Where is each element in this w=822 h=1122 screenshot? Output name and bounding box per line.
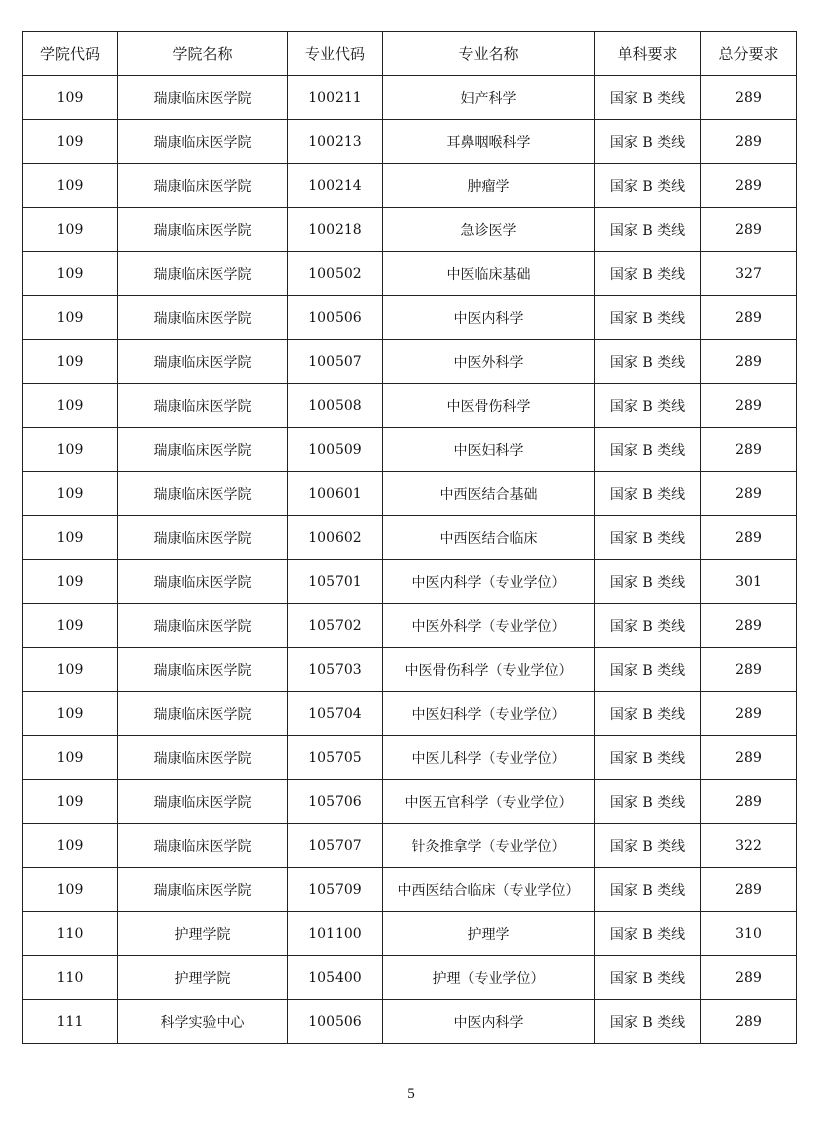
cell-total-score-requirement: 289 — [701, 340, 797, 384]
cell-college-name: 瑞康临床医学院 — [118, 692, 288, 736]
table-row — [23, 472, 797, 516]
table-row — [23, 956, 797, 1000]
cell-single-subject-requirement: 国家 B 类线 — [595, 824, 701, 868]
score-requirements-table — [22, 31, 797, 1044]
cell-major-code: 105400 — [288, 956, 383, 1000]
cell-major-name: 急诊医学 — [383, 208, 595, 252]
header-major-code: 专业代码 — [288, 32, 383, 76]
cell-single-subject-requirement: 国家 B 类线 — [595, 428, 701, 472]
cell-total-score-requirement: 327 — [701, 252, 797, 296]
cell-college-code: 109 — [23, 648, 118, 692]
table-row — [23, 692, 797, 736]
cell-single-subject-requirement: 国家 B 类线 — [595, 1000, 701, 1044]
cell-college-name: 科学实验中心 — [118, 1000, 288, 1044]
cell-major-code: 100507 — [288, 340, 383, 384]
cell-major-code: 105705 — [288, 736, 383, 780]
cell-total-score-requirement: 289 — [701, 692, 797, 736]
table-row — [23, 516, 797, 560]
cell-single-subject-requirement: 国家 B 类线 — [595, 912, 701, 956]
cell-major-code: 105703 — [288, 648, 383, 692]
cell-major-name: 妇产科学 — [383, 76, 595, 120]
cell-college-name: 瑞康临床医学院 — [118, 868, 288, 912]
cell-single-subject-requirement: 国家 B 类线 — [595, 164, 701, 208]
table-row — [23, 736, 797, 780]
cell-college-code: 109 — [23, 692, 118, 736]
header-college-code: 学院代码 — [23, 32, 118, 76]
cell-major-code: 105701 — [288, 560, 383, 604]
cell-major-name: 中医妇科学（专业学位） — [383, 692, 595, 736]
cell-college-name: 瑞康临床医学院 — [118, 736, 288, 780]
cell-college-name: 瑞康临床医学院 — [118, 384, 288, 428]
cell-major-code: 100508 — [288, 384, 383, 428]
cell-major-name: 护理学 — [383, 912, 595, 956]
cell-total-score-requirement: 289 — [701, 604, 797, 648]
cell-total-score-requirement: 289 — [701, 164, 797, 208]
cell-major-name: 中医儿科学（专业学位） — [383, 736, 595, 780]
cell-total-score-requirement: 289 — [701, 956, 797, 1000]
cell-total-score-requirement: 289 — [701, 868, 797, 912]
cell-major-code: 100509 — [288, 428, 383, 472]
cell-college-name: 瑞康临床医学院 — [118, 560, 288, 604]
cell-major-name: 护理（专业学位） — [383, 956, 595, 1000]
cell-total-score-requirement: 289 — [701, 296, 797, 340]
cell-college-code: 109 — [23, 76, 118, 120]
cell-college-name: 瑞康临床医学院 — [118, 824, 288, 868]
cell-college-code: 109 — [23, 428, 118, 472]
header-total-score-requirement: 总分要求 — [701, 32, 797, 76]
cell-major-code: 100502 — [288, 252, 383, 296]
cell-single-subject-requirement: 国家 B 类线 — [595, 604, 701, 648]
cell-total-score-requirement: 301 — [701, 560, 797, 604]
cell-total-score-requirement: 289 — [701, 76, 797, 120]
header-single-subject-requirement: 单科要求 — [595, 32, 701, 76]
cell-college-name: 护理学院 — [118, 956, 288, 1000]
cell-college-name: 瑞康临床医学院 — [118, 340, 288, 384]
cell-major-code: 100213 — [288, 120, 383, 164]
cell-single-subject-requirement: 国家 B 类线 — [595, 736, 701, 780]
cell-college-code: 109 — [23, 780, 118, 824]
cell-total-score-requirement: 310 — [701, 912, 797, 956]
cell-single-subject-requirement: 国家 B 类线 — [595, 384, 701, 428]
cell-college-code: 109 — [23, 736, 118, 780]
cell-college-name: 瑞康临床医学院 — [118, 208, 288, 252]
table-row — [23, 164, 797, 208]
cell-total-score-requirement: 289 — [701, 736, 797, 780]
cell-major-code: 105709 — [288, 868, 383, 912]
cell-single-subject-requirement: 国家 B 类线 — [595, 208, 701, 252]
cell-major-name: 中医骨伤科学 — [383, 384, 595, 428]
cell-single-subject-requirement: 国家 B 类线 — [595, 516, 701, 560]
cell-major-name: 中医五官科学（专业学位） — [383, 780, 595, 824]
cell-major-name: 中医内科学 — [383, 296, 595, 340]
table-row — [23, 296, 797, 340]
cell-college-code: 109 — [23, 164, 118, 208]
cell-major-name: 中西医结合临床 — [383, 516, 595, 560]
cell-major-name: 中医外科学 — [383, 340, 595, 384]
cell-major-name: 中西医结合临床（专业学位） — [383, 868, 595, 912]
table-row — [23, 120, 797, 164]
cell-total-score-requirement: 289 — [701, 120, 797, 164]
cell-college-code: 110 — [23, 912, 118, 956]
cell-college-code: 109 — [23, 604, 118, 648]
cell-college-name: 瑞康临床医学院 — [118, 604, 288, 648]
page-number: 5 — [407, 1086, 415, 1102]
cell-single-subject-requirement: 国家 B 类线 — [595, 560, 701, 604]
cell-college-code: 109 — [23, 120, 118, 164]
cell-major-code: 100218 — [288, 208, 383, 252]
table-row — [23, 1000, 797, 1044]
table-row — [23, 384, 797, 428]
cell-single-subject-requirement: 国家 B 类线 — [595, 648, 701, 692]
table-row — [23, 560, 797, 604]
cell-single-subject-requirement: 国家 B 类线 — [595, 296, 701, 340]
header-major-name: 专业名称 — [383, 32, 595, 76]
cell-college-name: 瑞康临床医学院 — [118, 296, 288, 340]
cell-major-code: 100601 — [288, 472, 383, 516]
cell-college-code: 109 — [23, 384, 118, 428]
cell-college-code: 109 — [23, 252, 118, 296]
table-row — [23, 76, 797, 120]
cell-college-code: 109 — [23, 516, 118, 560]
cell-college-code: 109 — [23, 296, 118, 340]
cell-college-name: 瑞康临床医学院 — [118, 252, 288, 296]
cell-college-name: 瑞康临床医学院 — [118, 648, 288, 692]
cell-college-name: 瑞康临床医学院 — [118, 428, 288, 472]
cell-single-subject-requirement: 国家 B 类线 — [595, 340, 701, 384]
cell-major-code: 105702 — [288, 604, 383, 648]
cell-college-code: 109 — [23, 472, 118, 516]
table-body — [23, 76, 797, 1044]
table-row — [23, 428, 797, 472]
cell-major-code: 105707 — [288, 824, 383, 868]
header-row — [23, 32, 797, 76]
cell-college-name: 护理学院 — [118, 912, 288, 956]
cell-major-name: 中医内科学（专业学位） — [383, 560, 595, 604]
cell-major-name: 中医外科学（专业学位） — [383, 604, 595, 648]
cell-major-code: 105704 — [288, 692, 383, 736]
cell-college-name: 瑞康临床医学院 — [118, 516, 288, 560]
cell-college-name: 瑞康临床医学院 — [118, 164, 288, 208]
cell-college-code: 109 — [23, 824, 118, 868]
cell-major-name: 针灸推拿学（专业学位） — [383, 824, 595, 868]
cell-major-code: 100211 — [288, 76, 383, 120]
cell-major-code: 105706 — [288, 780, 383, 824]
cell-major-name: 中医临床基础 — [383, 252, 595, 296]
cell-major-code: 100506 — [288, 296, 383, 340]
cell-single-subject-requirement: 国家 B 类线 — [595, 120, 701, 164]
table-header — [23, 32, 797, 76]
cell-single-subject-requirement: 国家 B 类线 — [595, 692, 701, 736]
cell-total-score-requirement: 289 — [701, 384, 797, 428]
cell-major-name: 中西医结合基础 — [383, 472, 595, 516]
cell-college-name: 瑞康临床医学院 — [118, 120, 288, 164]
cell-single-subject-requirement: 国家 B 类线 — [595, 252, 701, 296]
cell-major-name: 中医内科学 — [383, 1000, 595, 1044]
cell-major-code: 100602 — [288, 516, 383, 560]
cell-college-name: 瑞康临床医学院 — [118, 76, 288, 120]
cell-major-name: 肿瘤学 — [383, 164, 595, 208]
table-row — [23, 824, 797, 868]
table-row — [23, 340, 797, 384]
table-row — [23, 208, 797, 252]
cell-major-name: 中医骨伤科学（专业学位） — [383, 648, 595, 692]
cell-total-score-requirement: 289 — [701, 516, 797, 560]
cell-single-subject-requirement: 国家 B 类线 — [595, 76, 701, 120]
cell-college-name: 瑞康临床医学院 — [118, 780, 288, 824]
cell-total-score-requirement: 289 — [701, 780, 797, 824]
table-row — [23, 604, 797, 648]
table-row — [23, 648, 797, 692]
cell-college-code: 109 — [23, 868, 118, 912]
table-row — [23, 912, 797, 956]
header-college-name: 学院名称 — [118, 32, 288, 76]
cell-single-subject-requirement: 国家 B 类线 — [595, 780, 701, 824]
cell-college-code: 109 — [23, 340, 118, 384]
cell-total-score-requirement: 289 — [701, 1000, 797, 1044]
cell-college-code: 109 — [23, 208, 118, 252]
cell-major-name: 耳鼻咽喉科学 — [383, 120, 595, 164]
cell-major-code: 100214 — [288, 164, 383, 208]
cell-major-code: 101100 — [288, 912, 383, 956]
cell-college-code: 109 — [23, 560, 118, 604]
cell-single-subject-requirement: 国家 B 类线 — [595, 956, 701, 1000]
table-row — [23, 780, 797, 824]
cell-total-score-requirement: 289 — [701, 472, 797, 516]
cell-total-score-requirement: 322 — [701, 824, 797, 868]
cell-college-name: 瑞康临床医学院 — [118, 472, 288, 516]
cell-total-score-requirement: 289 — [701, 428, 797, 472]
table-row — [23, 252, 797, 296]
table-row — [23, 868, 797, 912]
cell-single-subject-requirement: 国家 B 类线 — [595, 868, 701, 912]
cell-single-subject-requirement: 国家 B 类线 — [595, 472, 701, 516]
cell-total-score-requirement: 289 — [701, 208, 797, 252]
cell-total-score-requirement: 289 — [701, 648, 797, 692]
cell-major-name: 中医妇科学 — [383, 428, 595, 472]
cell-college-code: 110 — [23, 956, 118, 1000]
cell-college-code: 111 — [23, 1000, 118, 1044]
cell-major-code: 100506 — [288, 1000, 383, 1044]
